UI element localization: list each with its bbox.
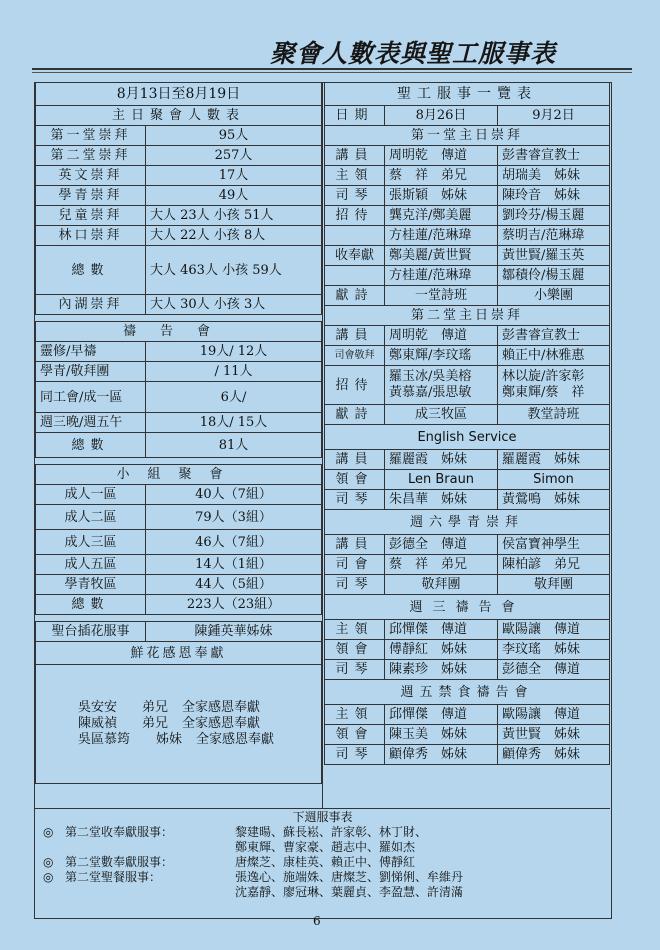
role: 領會 [325, 470, 385, 490]
row-label: 學青崇拜 [36, 186, 146, 206]
cell-a: 傅靜紅 姊妹 [385, 640, 498, 660]
list-item [35, 855, 610, 870]
cell-a: 邱憚傑 傳道 [385, 705, 498, 725]
cell-a: 龔克洋/鄭美麗 [385, 206, 498, 226]
table-row [325, 470, 610, 490]
row-value: 大人 30人 小孩 3人 [146, 295, 322, 315]
table-row [325, 705, 610, 725]
cell-b: 陳玲音 姊妹 [498, 186, 610, 206]
cell-b: 彭書睿宣教士 [498, 146, 610, 166]
table-row [325, 166, 610, 186]
section-header: English Service [325, 425, 610, 450]
row-value: 18人/ 15人 [146, 413, 322, 433]
duty-label: 第二堂收奉獻服事： [65, 825, 174, 839]
table-row [325, 226, 610, 246]
section-header: 週五禁食禱告會 [325, 680, 610, 705]
cell-a: 成三牧區 [385, 405, 498, 425]
donor-name: 陳威禎 [78, 716, 118, 731]
duty-label [65, 840, 235, 855]
table-row [325, 535, 610, 555]
table-row [325, 575, 610, 595]
table-row [325, 366, 610, 405]
duty-names: 沈嘉靜、廖冠琳、葉麗貞、李盈慧、許清滿 [235, 885, 464, 899]
service-header: 聖工服事一覽表 [325, 83, 610, 106]
service-table [324, 82, 610, 765]
role: 主領 [325, 705, 385, 725]
table-row [325, 266, 610, 286]
row-label: 同工會/成一區 [36, 382, 146, 413]
table-row [36, 575, 322, 595]
table-row [325, 206, 610, 226]
cell-b: 歐陽讓 傳道 [498, 620, 610, 640]
role [325, 266, 385, 286]
date-1: 8月26日 [385, 106, 498, 126]
cell-a: 陳素珍 姊妹 [385, 660, 498, 680]
cell-a: 彭德全 傳道 [385, 535, 498, 555]
role: 司琴 [325, 186, 385, 206]
attendance-column [35, 82, 322, 784]
role: 獻詩 [325, 286, 385, 306]
table-row [325, 146, 610, 166]
role: 領會 [325, 725, 385, 745]
duty-label: 第二堂聖餐服事： [65, 870, 162, 884]
duty-names: 唐燦芝、康桂英、賴正中、傅靜紅 [235, 855, 416, 869]
role: 講員 [325, 326, 385, 346]
row-label: 內湖崇拜 [36, 295, 146, 315]
cell-a: 蔡 祥 弟兄 [385, 166, 498, 186]
cell-a: 邱憚傑 傳道 [385, 620, 498, 640]
cell-b: 彭書睿宣教士 [498, 326, 610, 346]
title-divider-thin [32, 72, 632, 73]
row-value: 81人 [146, 433, 322, 458]
role: 招待 [325, 206, 385, 226]
small-group-table [35, 464, 322, 615]
role: 收奉獻 [325, 246, 385, 266]
row-label: 英文崇拜 [36, 166, 146, 186]
table-row [325, 640, 610, 660]
cell-a: 陳玉美 姊妹 [385, 725, 498, 745]
row-value: 79人（3組） [146, 505, 322, 530]
role: 講員 [325, 146, 385, 166]
donor-title: 弟兄 [142, 716, 169, 731]
table-row [325, 660, 610, 680]
list-item [78, 732, 317, 748]
cell-a: 鄭東輝/李玟瑤 [385, 346, 498, 366]
cell-b: 敬拜團 [498, 575, 610, 595]
section-header: 第一堂主日崇拜 [325, 126, 610, 146]
bullet: ◎ [43, 855, 54, 869]
row-value: 49人 [146, 186, 322, 206]
cell-b: 胡瑞美 姊妹 [498, 166, 610, 186]
role: 主領 [325, 166, 385, 186]
row-label: 靈修/早禱 [36, 342, 146, 362]
list-item [35, 825, 610, 840]
role: 招待 [325, 366, 385, 405]
duty-label: 第二堂數奉獻服事： [65, 855, 174, 869]
row-value: 44人（5組） [146, 575, 322, 595]
cell-b: 陳柏諺 弟兄 [498, 555, 610, 575]
cell-a: 朱昌華 姊妹 [385, 490, 498, 510]
table-row [36, 186, 322, 206]
table-row [325, 405, 610, 425]
table-row [36, 362, 322, 382]
service-column [324, 82, 610, 765]
cell-a: 蔡 祥 弟兄 [385, 555, 498, 575]
prayer-table [35, 321, 322, 458]
list-item [35, 840, 610, 855]
table-row [325, 186, 610, 206]
row-label: 兒童崇拜 [36, 206, 146, 226]
table-row [36, 382, 322, 413]
table-row [36, 126, 322, 146]
table-row [36, 146, 322, 166]
cell-b: 林以旋/許家彰 鄭東輝/蔡 祥 [498, 366, 610, 405]
list-item [35, 885, 610, 900]
donor-note: 全家感恩奉獻 [182, 716, 261, 731]
table-row [325, 286, 610, 306]
table-row [325, 725, 610, 745]
cell-b: 歐陽讓 傳道 [498, 705, 610, 725]
table-row [36, 206, 322, 226]
flower-value: 陳鍾英華姊妹 [146, 622, 322, 642]
role: 講員 [325, 535, 385, 555]
page-number: 6 [313, 914, 321, 928]
row-value: 40人（7組） [146, 485, 322, 505]
role: 司琴 [325, 490, 385, 510]
role: 司琴 [325, 660, 385, 680]
role: 獻詩 [325, 405, 385, 425]
thanks-list [40, 700, 317, 748]
cell-b: 羅麗霞 姊妹 [498, 450, 610, 470]
row-value: 223人（23組） [146, 595, 322, 615]
cell-a: 張斯穎 姊妹 [385, 186, 498, 206]
row-label: 成人二區 [36, 505, 146, 530]
donor-name: 吳區慕筠 [78, 732, 131, 747]
table-row [325, 246, 610, 266]
cell-a: 方桂蓮/范琳瑋 [385, 226, 498, 246]
duty-names: 鄭東輝、曹家豪、趙志中、羅如杰 [235, 840, 416, 854]
date-label: 日期 [325, 106, 385, 126]
list-item [78, 700, 317, 716]
table-row [36, 166, 322, 186]
row-label: 成人五區 [36, 555, 146, 575]
donor-title: 姊妹 [156, 732, 183, 747]
cell-a: Len Braun [385, 470, 498, 490]
row-label: 林口崇拜 [36, 226, 146, 246]
cell-b: 賴正中/林雅惠 [498, 346, 610, 366]
table-row [325, 326, 610, 346]
cell-b: 蔡明吉/范琳瑋 [498, 226, 610, 246]
cell-b: 李玟瑤 姊妹 [498, 640, 610, 660]
attendance-table [35, 82, 322, 315]
role: 司琴 [325, 745, 385, 765]
duty-names: 張逸心、施端姝、唐燦芝、劉悌俐、牟維丹 [235, 870, 464, 884]
cell-a: 鄭美麗/黃世賢 [385, 246, 498, 266]
list-item [35, 870, 610, 885]
table-row [325, 555, 610, 575]
prayer-header: 禱告會 [36, 322, 322, 342]
thanks-header: 鮮花感恩奉獻 [36, 642, 322, 665]
donor-note: 全家感恩奉獻 [196, 732, 275, 747]
role: 司琴 [325, 575, 385, 595]
row-value: 257人 [146, 146, 322, 166]
row-label: 第一堂崇拜 [36, 126, 146, 146]
cell-a: 羅玉冰/吳美榕 黃慕嘉/張思敏 [385, 366, 498, 405]
list-item [78, 716, 317, 732]
role: 講員 [325, 450, 385, 470]
cell-a: 一堂詩班 [385, 286, 498, 306]
row-value: 17人 [146, 166, 322, 186]
table-row [36, 413, 322, 433]
role [325, 226, 385, 246]
cell-a: 顧偉秀 姊妹 [385, 745, 498, 765]
table-row [36, 342, 322, 362]
row-label: 週三晚/週五午 [36, 413, 146, 433]
row-label: 總數 [36, 246, 146, 295]
bullet [43, 840, 65, 855]
table-row [325, 490, 610, 510]
title-divider [32, 68, 632, 70]
cell-a: 羅麗霞 姊妹 [385, 450, 498, 470]
date-range: 8月13日至8月19日 [36, 83, 322, 106]
row-value: 14人（1組） [146, 555, 322, 575]
cell-b: 黃鶯鳴 姊妹 [498, 490, 610, 510]
section-header: 週六學青崇拜 [325, 510, 610, 535]
row-value: 大人 463人 小孩 59人 [146, 246, 322, 295]
donor-title: 弟兄 [142, 700, 169, 715]
cell-b: Simon [498, 470, 610, 490]
cell-a: 方桂蓮/范琳瑋 [385, 266, 498, 286]
table-row [36, 295, 322, 315]
cell-a: 周明乾 傳道 [385, 326, 498, 346]
row-label: 學青/敬拜團 [36, 362, 146, 382]
column-divider [322, 82, 323, 808]
attendance-header: 主日聚會人數表 [36, 106, 322, 126]
flower-label: 聖台插花服事 [36, 622, 146, 642]
row-label: 學青牧區 [36, 575, 146, 595]
table-row [325, 450, 610, 470]
flower-table [35, 621, 322, 784]
row-value: 95人 [146, 126, 322, 146]
row-value: 大人 23人 小孩 51人 [146, 206, 322, 226]
row-value: 46人（7組） [146, 530, 322, 555]
donor-note: 全家感恩奉獻 [182, 700, 261, 715]
table-row [325, 745, 610, 765]
cell-a: 周明乾 傳道 [385, 146, 498, 166]
thanks-cell [36, 665, 322, 784]
row-value: 6人/ [146, 382, 322, 413]
table-row [36, 595, 322, 615]
table-row [36, 433, 322, 458]
role: 主領 [325, 620, 385, 640]
cell-b: 侯富寶神學生 [498, 535, 610, 555]
table-row [36, 226, 322, 246]
row-label: 總數 [36, 433, 146, 458]
cell-b: 教堂詩班 [498, 405, 610, 425]
cell-b: 鄒積伶/楊玉麗 [498, 266, 610, 286]
row-value: 19人/ 12人 [146, 342, 322, 362]
table-row [325, 620, 610, 640]
cell-b: 黃世賢 姊妹 [498, 725, 610, 745]
table-row [36, 505, 322, 530]
table-row [325, 346, 610, 366]
date-2: 9月2日 [498, 106, 610, 126]
page-title: 聚會人數表與聖工服事表 [270, 39, 557, 68]
table-row [36, 485, 322, 505]
section-header: 週三禱告會 [325, 595, 610, 620]
row-label: 成人三區 [36, 530, 146, 555]
table-row [36, 246, 322, 295]
donor-name: 吳安安 [78, 700, 118, 715]
cell-b: 劉玲芬/楊玉麗 [498, 206, 610, 226]
role: 司會 [325, 555, 385, 575]
small-group-header: 小組聚會 [36, 465, 322, 485]
cell-a: 敬拜團 [385, 575, 498, 595]
row-value: / 11人 [146, 362, 322, 382]
bullet: ◎ [43, 870, 54, 884]
cell-b: 顧偉秀 姊妹 [498, 745, 610, 765]
duty-names: 黎建暘、蘇長崧、許家彰、林丁財、 [235, 825, 428, 839]
cell-b: 黃世賢/羅玉英 [498, 246, 610, 266]
row-label: 總數 [36, 595, 146, 615]
row-label: 第二堂崇拜 [36, 146, 146, 166]
bullet: ◎ [43, 825, 54, 839]
row-label: 成人一區 [36, 485, 146, 505]
table-row [36, 555, 322, 575]
role: 領會 [325, 640, 385, 660]
row-value: 大人 22人 小孩 8人 [146, 226, 322, 246]
cell-b: 小樂團 [498, 286, 610, 306]
bullet [43, 885, 65, 900]
role: 司會敬拜 [325, 346, 385, 366]
section-header: 第二堂主日崇拜 [325, 306, 610, 326]
duty-label [65, 885, 235, 900]
next-week-schedule [35, 808, 610, 900]
schedule-header: 下週服事表 [292, 810, 353, 824]
table-row [36, 530, 322, 555]
cell-b: 彭德全 傳道 [498, 660, 610, 680]
